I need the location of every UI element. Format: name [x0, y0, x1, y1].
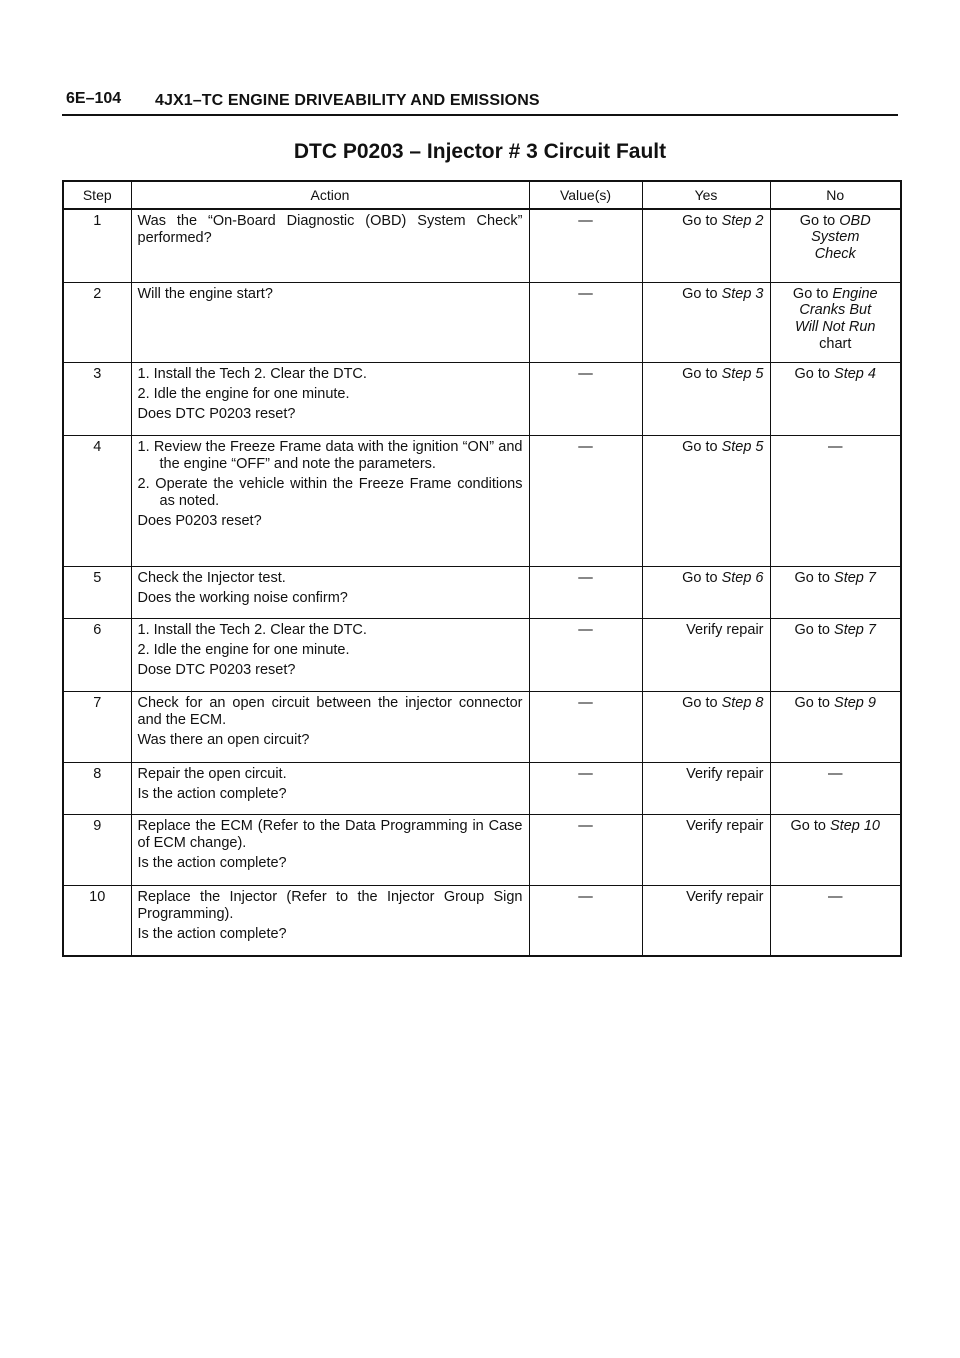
yes-cell — [642, 691, 770, 762]
no-reference-line: Check — [814, 246, 856, 262]
no-text: — — [828, 888, 843, 905]
action-cell — [131, 691, 529, 762]
step-cell: 4 — [63, 435, 131, 566]
yes-cell — [642, 618, 770, 691]
step-cell: 9 — [63, 814, 131, 885]
no-cell — [770, 566, 901, 618]
table-row — [63, 691, 901, 762]
no-cell — [770, 618, 901, 691]
action-line: Replace the Injector (Refer to the Injector Group Sign Programming). — [137, 888, 523, 922]
yes-step-reference: Step 5 — [721, 438, 764, 455]
value-cell: — — [529, 691, 642, 762]
yes-text: Verify repair — [686, 817, 764, 834]
action-line: Does the working noise confirm? — [137, 589, 348, 606]
header-rule — [62, 114, 898, 116]
no-step-reference: Step 7 — [834, 621, 876, 638]
value-cell: — — [529, 885, 642, 956]
yes-cell — [642, 362, 770, 435]
no-step-reference: Step 4 — [834, 365, 876, 382]
action-line: Does P0203 reset? — [137, 512, 262, 529]
no-cell — [770, 282, 901, 362]
action-cell — [131, 814, 529, 885]
column-header-values: Value(s) — [529, 181, 642, 209]
no-text: Go to — [794, 569, 835, 586]
yes-cell — [642, 209, 770, 282]
value-cell: — — [529, 618, 642, 691]
no-text: — — [828, 765, 843, 782]
step-cell: 6 — [63, 618, 131, 691]
no-text: Go to — [790, 817, 830, 834]
no-cell — [770, 209, 901, 282]
step-cell: 8 — [63, 762, 131, 814]
step-cell: 5 — [63, 566, 131, 618]
table-row — [63, 566, 901, 618]
table-row — [63, 282, 901, 362]
table-row — [63, 885, 901, 956]
value-cell: — — [529, 362, 642, 435]
action-line: 2. Idle the engine for one minute. — [137, 385, 350, 402]
no-cell — [770, 362, 901, 435]
column-header-no: No — [770, 181, 901, 209]
table-row — [63, 209, 901, 282]
no-text: Go to — [794, 365, 835, 382]
action-cell — [131, 362, 529, 435]
yes-step-reference: Step 3 — [721, 285, 764, 302]
action-line: 2. Operate the vehicle within the Freeze Frame conditions as noted. — [137, 475, 523, 509]
no-cell — [770, 814, 901, 885]
action-cell — [131, 282, 529, 362]
action-line: Was the “On-Board Diagnostic (OBD) System Check” performed? — [137, 213, 523, 246]
yes-cell — [642, 885, 770, 956]
diagnostic-table — [62, 180, 902, 957]
value-cell: — — [529, 566, 642, 618]
no-cell — [770, 691, 901, 762]
action-cell — [131, 566, 529, 618]
no-text: Go to — [799, 213, 840, 229]
step-cell: 10 — [63, 885, 131, 956]
no-cell — [770, 435, 901, 566]
no-text: Go to — [792, 285, 833, 302]
action-line: 2. Idle the engine for one minute. — [137, 641, 350, 658]
action-line: 1. Install the Tech 2. Clear the DTC. — [137, 365, 367, 382]
no-reference-line: Will Not Run — [795, 318, 876, 335]
page-number: 6E–104 — [66, 90, 122, 107]
yes-cell — [642, 435, 770, 566]
yes-step-reference: Step 2 — [721, 213, 764, 229]
action-line: Does DTC P0203 reset? — [137, 405, 296, 422]
yes-text: Verify repair — [686, 621, 764, 638]
action-cell — [131, 618, 529, 691]
no-text: — — [828, 438, 843, 455]
no-cell — [770, 762, 901, 814]
table-row — [63, 618, 901, 691]
yes-text: Verify repair — [686, 765, 764, 782]
step-cell: 1 — [63, 209, 131, 282]
yes-step-reference: Step 8 — [721, 694, 764, 711]
table-row — [63, 762, 901, 814]
yes-text: Go to — [682, 365, 722, 382]
yes-step-reference: Step 5 — [721, 365, 764, 382]
value-cell: — — [529, 762, 642, 814]
action-cell — [131, 209, 529, 282]
action-line: 1. Install the Tech 2. Clear the DTC. — [137, 621, 367, 638]
yes-step-reference: Step 6 — [721, 569, 764, 586]
no-reference: Engine — [832, 285, 878, 302]
action-line: Is the action complete? — [137, 925, 287, 942]
table-header-row — [63, 181, 901, 209]
document-title: DTC P0203 – Injector # 3 Circuit Fault — [293, 140, 667, 163]
yes-text: Go to — [682, 213, 722, 229]
step-cell: 3 — [63, 362, 131, 435]
action-line: Check the Injector test. — [137, 569, 286, 586]
value-cell: — — [529, 209, 642, 282]
action-line: Is the action complete? — [137, 854, 287, 871]
no-step-reference: Step 9 — [834, 694, 876, 711]
step-cell: 2 — [63, 282, 131, 362]
no-step-reference: Step 10 — [830, 817, 880, 834]
no-reference-line: Cranks But — [799, 301, 872, 318]
page-header — [62, 88, 898, 118]
step-cell: 7 — [63, 691, 131, 762]
action-line: Replace the ECM (Refer to the Data Programming in Case of ECM change). — [137, 817, 523, 851]
action-line: Dose DTC P0203 reset? — [137, 661, 296, 678]
no-text: Go to — [794, 694, 835, 711]
no-reference-line: chart — [819, 335, 852, 352]
no-step-reference: Step 7 — [834, 569, 876, 586]
yes-text: Go to — [682, 285, 722, 302]
action-line: Was there an open circuit? — [137, 731, 310, 748]
no-cell — [770, 885, 901, 956]
action-cell — [131, 435, 529, 566]
yes-text: Go to — [682, 694, 722, 711]
yes-cell — [642, 282, 770, 362]
yes-cell — [642, 762, 770, 814]
value-cell: — — [529, 282, 642, 362]
action-cell — [131, 885, 529, 956]
yes-text: Go to — [682, 569, 722, 586]
no-text: Go to — [794, 621, 835, 638]
action-line: Repair the open circuit. — [137, 765, 287, 782]
table-row — [63, 435, 901, 566]
action-line: 1. Review the Freeze Frame data with the ignition “ON” and the engine “OFF” and note the parameters. — [137, 438, 523, 472]
action-line: Will the engine start? — [137, 285, 273, 302]
section-title: 4JX1–TC ENGINE DRIVEABILITY AND EMISSIONS — [155, 92, 540, 109]
yes-text: Verify repair — [686, 888, 764, 905]
column-header-step: Step — [63, 181, 131, 209]
value-cell: — — [529, 814, 642, 885]
no-reference-line: System — [811, 229, 860, 245]
action-cell — [131, 762, 529, 814]
action-line: Is the action complete? — [137, 785, 287, 802]
action-line: Check for an open circuit between the injector connector and the ECM. — [137, 694, 523, 728]
value-cell: — — [529, 435, 642, 566]
no-reference: OBD — [839, 213, 871, 229]
yes-cell — [642, 814, 770, 885]
column-header-action: Action — [131, 181, 529, 209]
table-row — [63, 814, 901, 885]
yes-text: Go to — [682, 438, 722, 455]
table-row — [63, 362, 901, 435]
yes-cell — [642, 566, 770, 618]
column-header-yes: Yes — [642, 181, 770, 209]
